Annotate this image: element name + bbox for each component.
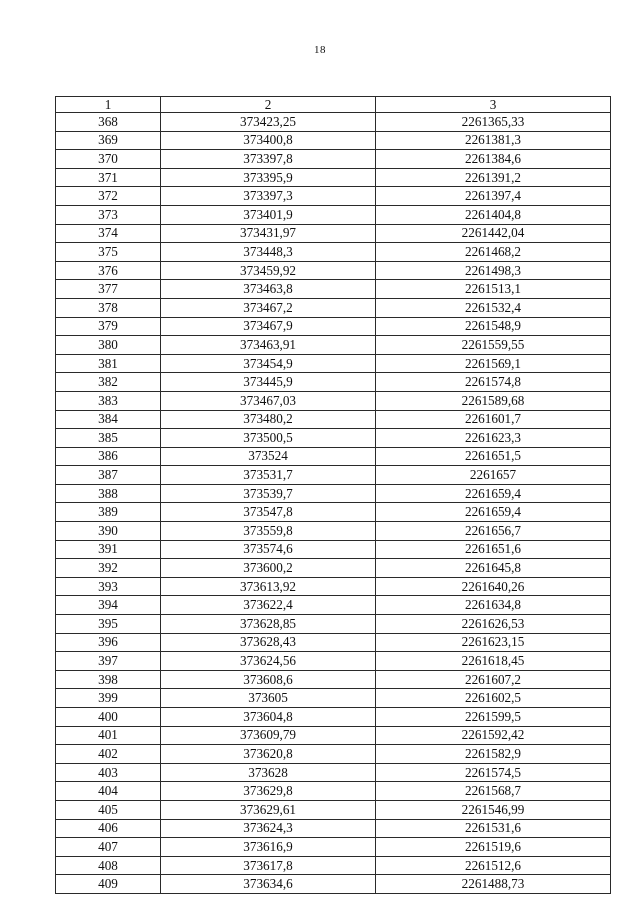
table-cell-col-2: 373608,6 (161, 670, 376, 689)
table-cell-col-2: 373467,2 (161, 298, 376, 317)
table-cell-col-1: 406 (56, 819, 161, 838)
table-row (56, 243, 611, 262)
table-cell-col-3: 2261623,15 (376, 633, 611, 652)
table-cell-col-2: 373395,9 (161, 168, 376, 187)
table-cell-col-1: 389 (56, 503, 161, 522)
table-cell-col-2: 373454,9 (161, 354, 376, 373)
table-cell-col-3: 2261645,8 (376, 559, 611, 578)
table-cell-col-3: 2261498,3 (376, 261, 611, 280)
table-cell-col-1: 374 (56, 224, 161, 243)
table-cell-col-3: 2261548,9 (376, 317, 611, 336)
table-cell-col-1: 398 (56, 670, 161, 689)
table-cell-col-2: 373617,8 (161, 856, 376, 875)
table-cell-col-3: 2261623,3 (376, 429, 611, 448)
table-cell-col-1: 385 (56, 429, 161, 448)
table-cell-col-3: 2261488,73 (376, 875, 611, 894)
table-cell-col-1: 370 (56, 150, 161, 169)
table-row (56, 317, 611, 336)
table-cell-col-2: 373613,92 (161, 577, 376, 596)
table-row (56, 875, 611, 894)
table-cell-col-2: 373423,25 (161, 113, 376, 132)
table-cell-col-1: 401 (56, 726, 161, 745)
table-row (56, 503, 611, 522)
table-cell-col-2: 373634,6 (161, 875, 376, 894)
column-header-1: 1 (56, 97, 161, 113)
table-row (56, 596, 611, 615)
table-cell-col-1: 388 (56, 484, 161, 503)
table-cell-col-2: 373628,43 (161, 633, 376, 652)
table-cell-col-1: 384 (56, 410, 161, 429)
table-cell-col-2: 373467,03 (161, 391, 376, 410)
table-cell-col-2: 373624,3 (161, 819, 376, 838)
table-cell-col-3: 2261607,2 (376, 670, 611, 689)
column-header-3: 3 (376, 97, 611, 113)
table-cell-col-2: 373628 (161, 763, 376, 782)
table-cell-col-3: 2261568,7 (376, 782, 611, 801)
table-cell-col-3: 2261404,8 (376, 205, 611, 224)
table-row (56, 466, 611, 485)
table-cell-col-2: 373609,79 (161, 726, 376, 745)
table-header (56, 97, 611, 113)
table-cell-col-3: 2261602,5 (376, 689, 611, 708)
table-cell-col-1: 383 (56, 391, 161, 410)
table-row (56, 168, 611, 187)
coordinates-table (55, 96, 611, 894)
table-cell-col-3: 2261381,3 (376, 131, 611, 150)
table-cell-col-1: 395 (56, 615, 161, 634)
table-cell-col-3: 2261531,6 (376, 819, 611, 838)
table-row (56, 150, 611, 169)
table-cell-col-1: 397 (56, 652, 161, 671)
table-cell-col-3: 2261365,33 (376, 113, 611, 132)
column-header-2: 2 (161, 97, 376, 113)
table-row (56, 838, 611, 857)
table-cell-col-2: 373401,9 (161, 205, 376, 224)
table-cell-col-1: 380 (56, 336, 161, 355)
table-cell-col-3: 2261384,6 (376, 150, 611, 169)
table-cell-col-3: 2261397,4 (376, 187, 611, 206)
table-cell-col-1: 392 (56, 559, 161, 578)
table-row (56, 708, 611, 727)
table-row (56, 726, 611, 745)
table-row (56, 540, 611, 559)
table-cell-col-3: 2261589,68 (376, 391, 611, 410)
table-row (56, 447, 611, 466)
table-cell-col-2: 373628,85 (161, 615, 376, 634)
table-cell-col-3: 2261601,7 (376, 410, 611, 429)
table-row (56, 633, 611, 652)
table-cell-col-3: 2261512,6 (376, 856, 611, 875)
table-cell-col-1: 377 (56, 280, 161, 299)
table-cell-col-1: 400 (56, 708, 161, 727)
table-row (56, 113, 611, 132)
table-cell-col-1: 402 (56, 745, 161, 764)
page-number: 18 (314, 44, 326, 56)
table-cell-col-2: 373448,3 (161, 243, 376, 262)
table-cell-col-3: 2261532,4 (376, 298, 611, 317)
table-cell-col-2: 373622,4 (161, 596, 376, 615)
table-row (56, 559, 611, 578)
table-row (56, 391, 611, 410)
table-row (56, 410, 611, 429)
table-cell-col-2: 373531,7 (161, 466, 376, 485)
table-cell-col-1: 407 (56, 838, 161, 857)
table-cell-col-2: 373600,2 (161, 559, 376, 578)
table-cell-col-3: 2261640,26 (376, 577, 611, 596)
table-cell-col-2: 373605 (161, 689, 376, 708)
table-cell-col-3: 2261599,5 (376, 708, 611, 727)
table-cell-col-3: 2261582,9 (376, 745, 611, 764)
table-cell-col-3: 2261569,1 (376, 354, 611, 373)
table-body (56, 113, 611, 894)
table-cell-col-3: 2261656,7 (376, 522, 611, 541)
table-cell-col-2: 373629,8 (161, 782, 376, 801)
table-cell-col-2: 373574,6 (161, 540, 376, 559)
table-cell-col-1: 396 (56, 633, 161, 652)
table-row (56, 205, 611, 224)
table-cell-col-1: 390 (56, 522, 161, 541)
table-cell-col-3: 2261651,6 (376, 540, 611, 559)
table-row (56, 131, 611, 150)
table-cell-col-2: 373463,91 (161, 336, 376, 355)
table-cell-col-1: 371 (56, 168, 161, 187)
table-cell-col-1: 387 (56, 466, 161, 485)
table-row (56, 670, 611, 689)
table-cell-col-1: 391 (56, 540, 161, 559)
table-cell-col-1: 369 (56, 131, 161, 150)
table-row (56, 745, 611, 764)
table-cell-col-1: 399 (56, 689, 161, 708)
table-cell-col-1: 409 (56, 875, 161, 894)
table-row (56, 224, 611, 243)
table-row (56, 298, 611, 317)
table-cell-col-2: 373629,61 (161, 800, 376, 819)
table-row (56, 280, 611, 299)
table-cell-col-3: 2261546,99 (376, 800, 611, 819)
table-cell-col-1: 378 (56, 298, 161, 317)
table-cell-col-3: 2261659,4 (376, 484, 611, 503)
table-row (56, 484, 611, 503)
table-row (56, 429, 611, 448)
table-row (56, 261, 611, 280)
table-cell-col-2: 373624,56 (161, 652, 376, 671)
table-cell-col-2: 373559,8 (161, 522, 376, 541)
table-cell-col-1: 376 (56, 261, 161, 280)
table-cell-col-2: 373616,9 (161, 838, 376, 857)
table-cell-col-2: 373431,97 (161, 224, 376, 243)
table-cell-col-1: 379 (56, 317, 161, 336)
table-cell-col-3: 2261574,5 (376, 763, 611, 782)
table-row (56, 689, 611, 708)
table-cell-col-1: 403 (56, 763, 161, 782)
table-cell-col-1: 375 (56, 243, 161, 262)
table-cell-col-2: 373500,5 (161, 429, 376, 448)
table-cell-col-2: 373467,9 (161, 317, 376, 336)
table-cell-col-3: 2261442,04 (376, 224, 611, 243)
table-row (56, 782, 611, 801)
table-cell-col-2: 373397,8 (161, 150, 376, 169)
table-row (56, 187, 611, 206)
table-row (56, 856, 611, 875)
table-cell-col-1: 368 (56, 113, 161, 132)
table-row (56, 354, 611, 373)
table-cell-col-2: 373397,3 (161, 187, 376, 206)
table-cell-col-3: 2261618,45 (376, 652, 611, 671)
table-row (56, 652, 611, 671)
table-row (56, 577, 611, 596)
table-cell-col-1: 394 (56, 596, 161, 615)
table-cell-col-2: 373604,8 (161, 708, 376, 727)
table-row (56, 763, 611, 782)
table-cell-col-3: 2261657 (376, 466, 611, 485)
table-cell-col-3: 2261513,1 (376, 280, 611, 299)
table-cell-col-3: 2261519,6 (376, 838, 611, 857)
header-row (56, 97, 611, 113)
table-cell-col-2: 373524 (161, 447, 376, 466)
table-cell-col-2: 373620,8 (161, 745, 376, 764)
table-row (56, 615, 611, 634)
table-cell-col-2: 373463,8 (161, 280, 376, 299)
table-row (56, 373, 611, 392)
table-cell-col-1: 386 (56, 447, 161, 466)
table-cell-col-2: 373480,2 (161, 410, 376, 429)
table-cell-col-1: 405 (56, 800, 161, 819)
table-cell-col-2: 373445,9 (161, 373, 376, 392)
table-cell-col-3: 2261468,2 (376, 243, 611, 262)
table-cell-col-2: 373539,7 (161, 484, 376, 503)
table-cell-col-2: 373400,8 (161, 131, 376, 150)
table-cell-col-3: 2261559,55 (376, 336, 611, 355)
table-cell-col-1: 381 (56, 354, 161, 373)
table-cell-col-2: 373459,92 (161, 261, 376, 280)
table-cell-col-1: 404 (56, 782, 161, 801)
table-row (56, 522, 611, 541)
table-cell-col-1: 372 (56, 187, 161, 206)
table-cell-col-1: 382 (56, 373, 161, 392)
table-row (56, 819, 611, 838)
table-row (56, 800, 611, 819)
table-row (56, 336, 611, 355)
table-cell-col-3: 2261592,42 (376, 726, 611, 745)
table-cell-col-3: 2261651,5 (376, 447, 611, 466)
table-cell-col-1: 393 (56, 577, 161, 596)
table-cell-col-1: 373 (56, 205, 161, 224)
table-cell-col-3: 2261391,2 (376, 168, 611, 187)
table-cell-col-3: 2261626,53 (376, 615, 611, 634)
table-cell-col-3: 2261659,4 (376, 503, 611, 522)
table-cell-col-3: 2261574,8 (376, 373, 611, 392)
table-cell-col-1: 408 (56, 856, 161, 875)
table-cell-col-2: 373547,8 (161, 503, 376, 522)
table-cell-col-3: 2261634,8 (376, 596, 611, 615)
